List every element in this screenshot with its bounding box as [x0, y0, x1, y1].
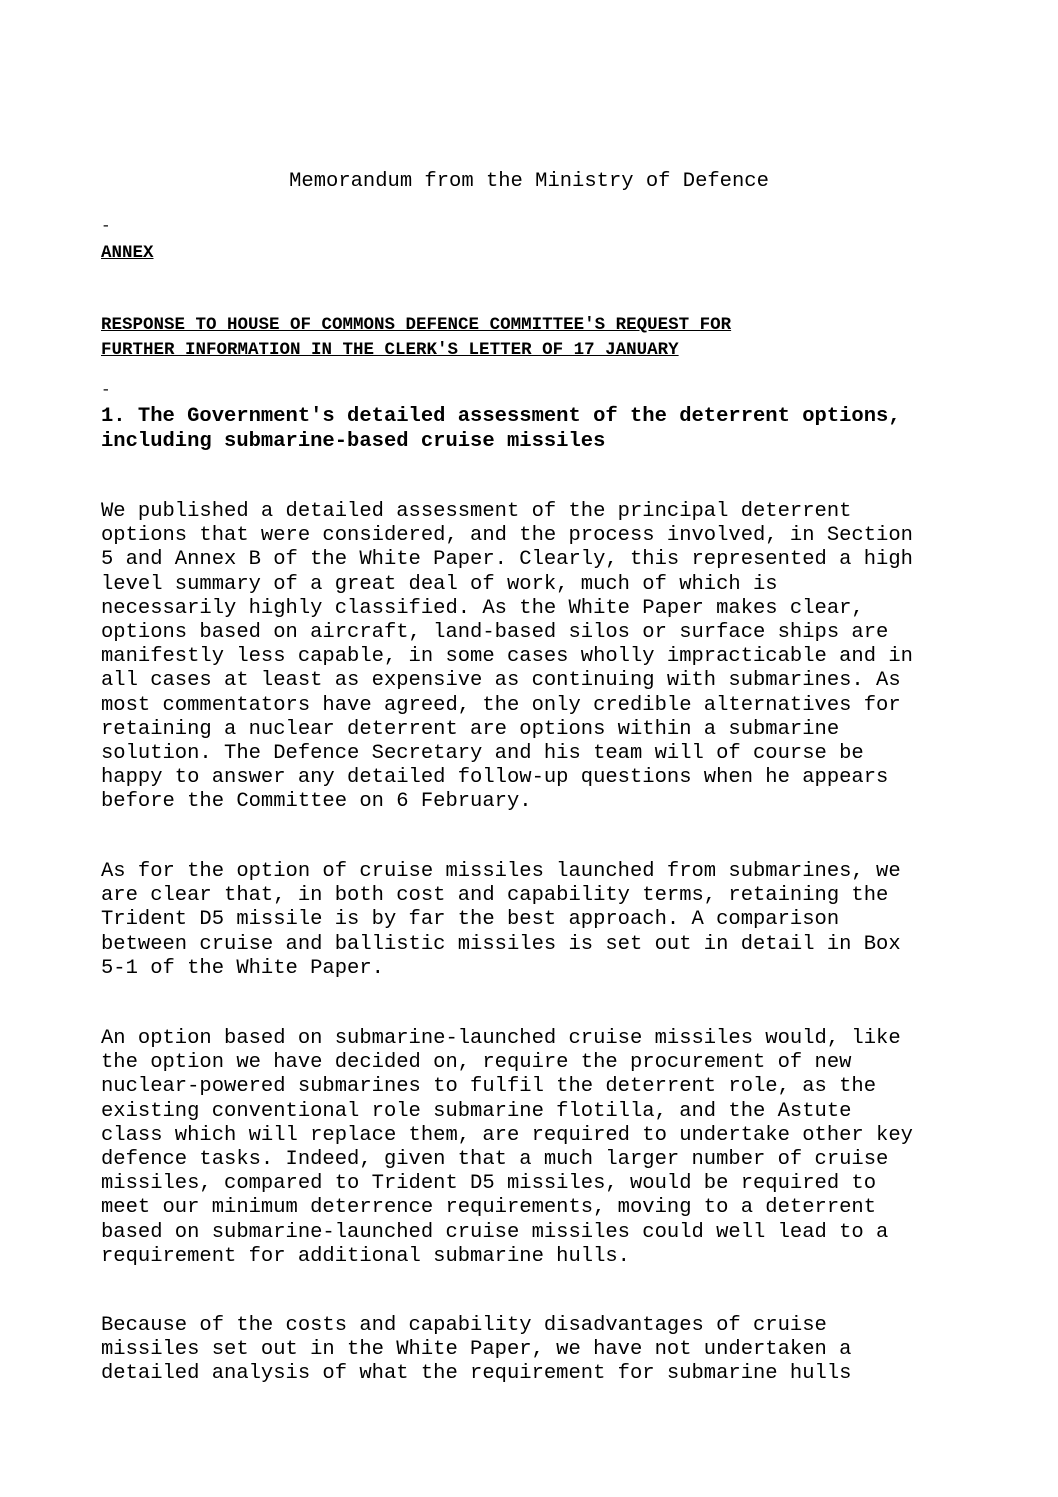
memo-title: Memorandum from the Ministry of Defence: [289, 170, 769, 193]
paragraph: Because of the costs and capability disadvantages of cruise missiles set out in the White Paper, we have not undertaken a detailed analysis of what the requirement for submarine hulls: [101, 1314, 852, 1386]
section-heading: 1. The Government's detailed assessment of the deterrent options, including submarine-based cruise missiles: [101, 405, 901, 453]
paragraph: We published a detailed assessment of the principal deterrent options that were considered, and the process involved, in Section 5 and Annex B of the White Paper. Clearly, this represented a high level summary of a great deal of work, much of which is necessarily highly classified. As the White Paper makes clear, options based on aircraft, land-based silos or surface ships are manifestly less capable, in some cases wholly impracticable and in all cases at least as expensive as continuing with submarines. As most commentators have agreed, the only credible alternatives for retaining a nuclear deterrent are options within a submarine solution. The Defence Secretary and his team will of course be happy to answer any detailed follow-up questions when he appears before the Committee on 6 February.: [101, 500, 913, 814]
annex-label: ANNEX: [101, 243, 154, 263]
separator-dash: -: [101, 217, 111, 235]
response-heading: RESPONSE TO HOUSE OF COMMONS DEFENCE COMMITTEE'S REQUEST FOR FURTHER INFORMATION IN THE CLERK'S LETTER OF 17 JANUARY: [101, 315, 732, 360]
paragraph: As for the option of cruise missiles launched from submarines, we are clear that, in both cost and capability terms, retaining the Trident D5 missile is by far the best approach. A comparison between cruise and ballistic missiles is set out in detail in Box 5-1 of the White Paper.: [101, 860, 901, 980]
separator-dash: -: [101, 381, 111, 399]
paragraph: An option based on submarine-launched cruise missiles would, like the option we have decided on, require the procurement of new nuclear-powered submarines to fulfil the deterrent role, as the existing conventional role submarine flotilla, and the Astute class which will replace them, are required to undertake other key defence tasks. Indeed, given that a much larger number of cruise missiles, compared to Trident D5 missiles, would be required to meet our minimum deterrence requirements, moving to a deterrent based on submarine-launched cruise missiles could well lead to a requirement for additional submarine hulls.: [101, 1027, 913, 1268]
